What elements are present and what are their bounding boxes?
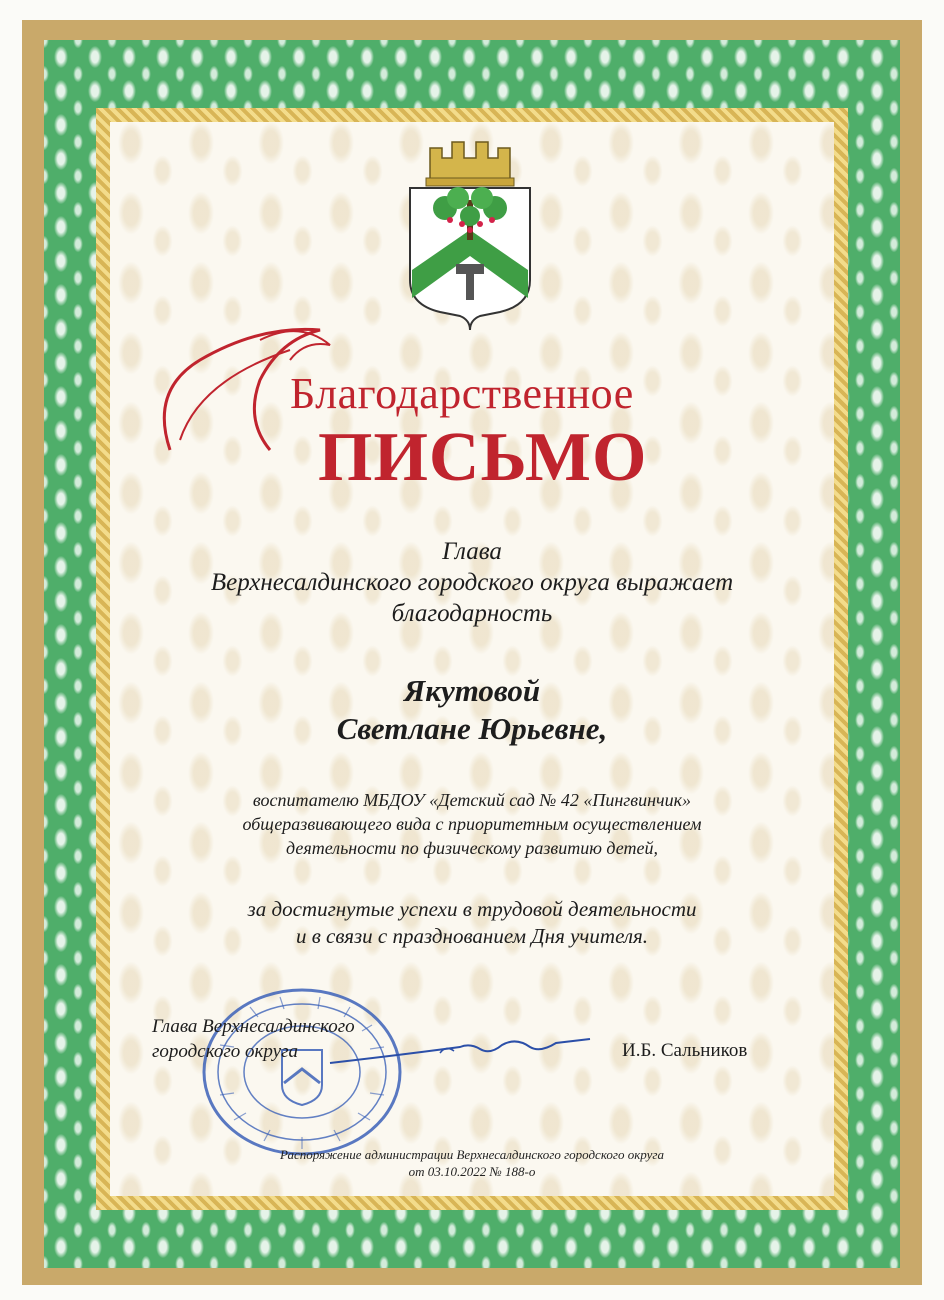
intro-text [110,536,834,629]
intro-line-3: благодарность [391,600,553,627]
handwritten-signature [320,1025,610,1075]
order-reference [110,1146,834,1180]
order-line-2: от 03.10.2022 № 188-о [408,1164,536,1179]
reason-line-2: и в связи с празднованием Дня учителя. [295,924,649,948]
desc-line-1: воспитателю МБДОУ «Детский сад № 42 «Пингвинчик» [252,790,692,810]
signatory-title-line-1: Глава Верхнесалдинского [152,1016,355,1037]
recipient-line-1: Якутовой [403,673,541,708]
letter-title [110,300,834,510]
desc-line-2: общеразвивающего вида с приоритетным осуществлением [242,814,702,834]
title-line-2: ПИСЬМО [318,419,648,496]
signatory-title-line-2: городского округа [152,1041,299,1062]
order-line-1: Распоряжение администрации Верхнесалдинского городского округа [280,1147,664,1162]
reason-line-1: за достигнутые успехи в трудовой деятельности [247,897,697,921]
intro-line-2: Верхнесалдинского городского округа выражает [210,569,734,596]
recipient-name [110,672,834,748]
recipient-line-2: Светлане Юрьевне, [336,711,608,746]
signatory-name: И.Б. Сальников [622,1040,748,1061]
title-line-1: Благодарственное [290,369,634,418]
desc-line-3: деятельности по физическому развитию детей, [286,838,658,858]
gratitude-reason [110,896,834,950]
intro-line-1: Глава [442,538,502,565]
recipient-position [110,788,834,860]
